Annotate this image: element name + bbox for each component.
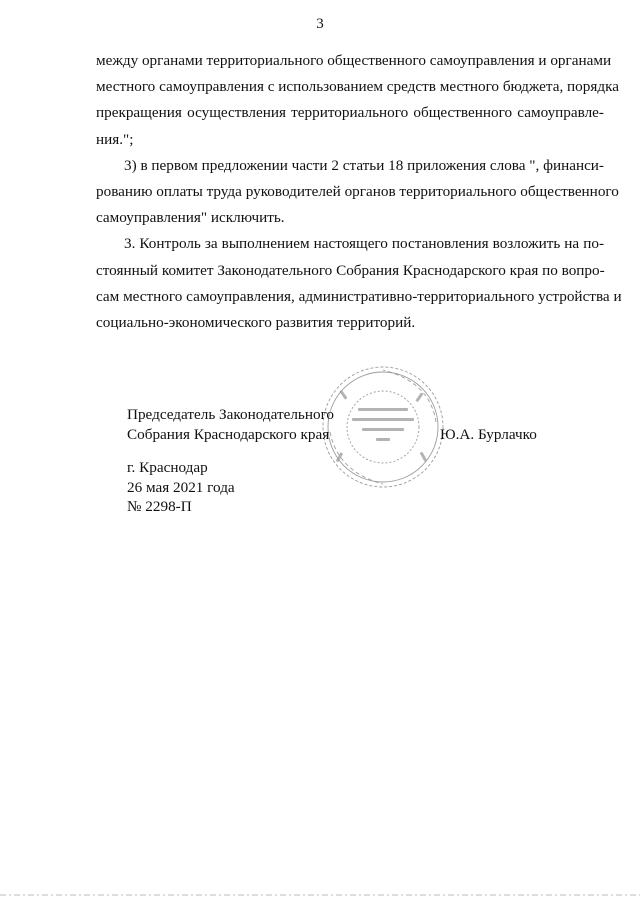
text-line: самоуправления" исключить. (96, 209, 285, 227)
text-line: социально-экономического развития территорий. (96, 314, 416, 332)
paragraph (96, 153, 619, 232)
text-line: 3. Контроль за выполнением настоящего постановления возложить на по- (124, 235, 604, 253)
page-number: 3 (316, 16, 324, 32)
text-line: прекращения осуществления территориального общественного самоуправле- (96, 104, 604, 122)
signer-title-line: Собрания Краснодарского края (127, 426, 330, 443)
text-line: между органами территориального общественного самоуправления и органами (96, 52, 612, 69)
text-line: рованию оплаты труда руководителей органов территориального общественного (96, 183, 619, 201)
place: г. Краснодар (127, 459, 208, 476)
text-line: местного самоуправления с использованием средств местного бюджета, порядка (96, 78, 619, 96)
text-line: 3) в первом предложении части 2 статьи 18 приложения слова ", финанси- (124, 156, 604, 174)
paragraph (96, 231, 622, 336)
scan-edge-artifact (0, 893, 640, 897)
signer-title-line: Председатель Законодательного (127, 406, 335, 423)
signature-block (127, 405, 334, 445)
text-line: стоянный комитет Законодательного Собрания Краснодарского края по вопро- (96, 261, 605, 279)
place-date-block (127, 458, 235, 517)
official-stamp (318, 362, 448, 492)
document-date: 26 мая 2021 года (127, 478, 235, 496)
text-line: сам местного самоуправления, административно-территориального устройства и (96, 287, 622, 305)
signer-name: Ю.А. Бурлачко (440, 426, 537, 443)
text-line: ния."; (96, 130, 134, 148)
paragraph (96, 48, 619, 153)
document-body (96, 48, 622, 336)
document-number: № 2298-П (127, 498, 192, 515)
